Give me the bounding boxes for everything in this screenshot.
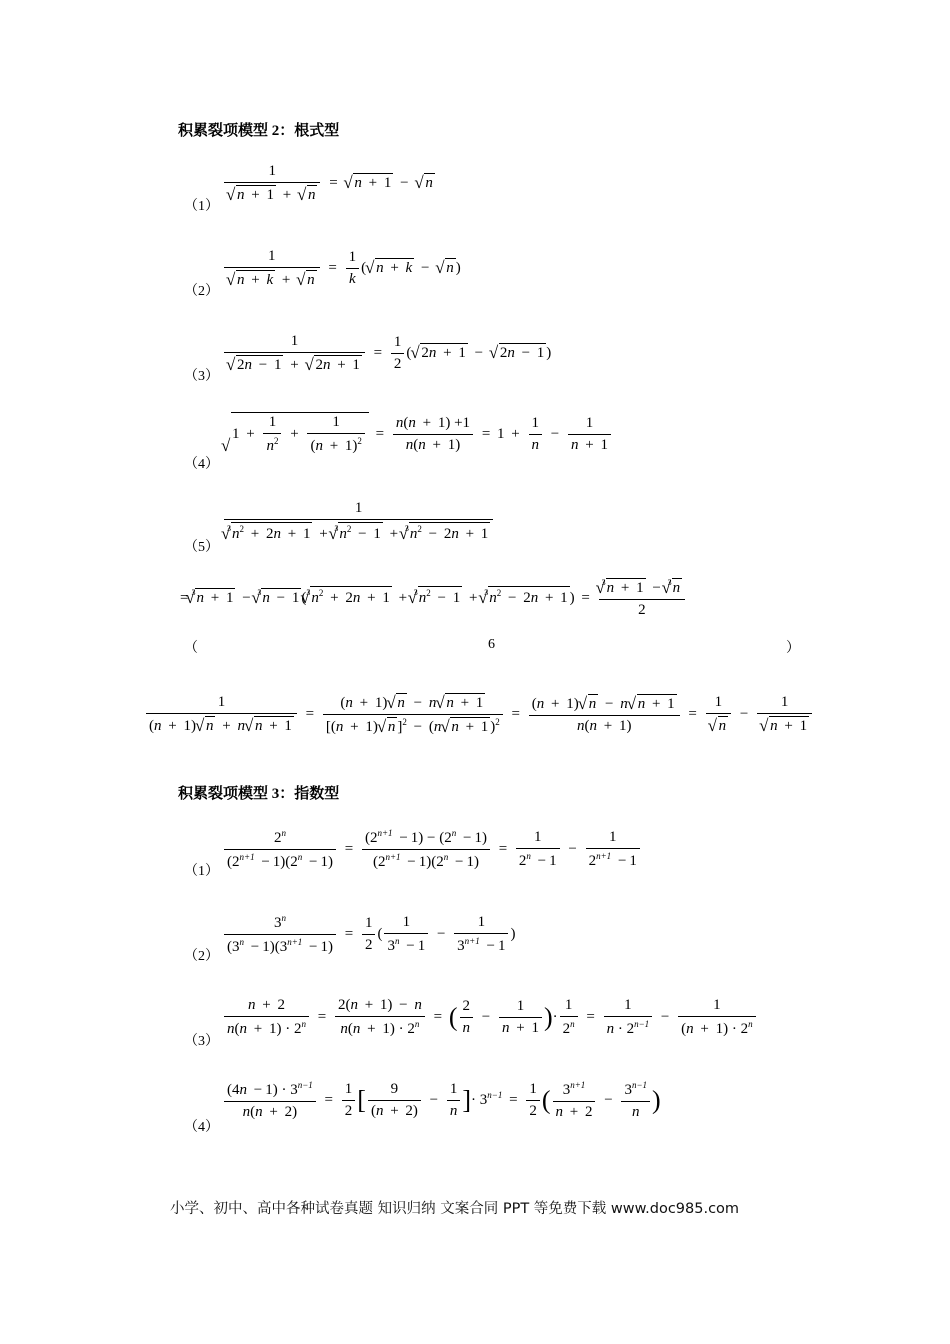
item-label-6-close: ） bbox=[786, 641, 800, 656]
item-label-exp-1: （1） bbox=[184, 864, 219, 879]
footer-promo-text: 小学、初中、高中各种试卷真题 知识归纳 文案合同 PPT 等免费下载 www.doc985.com bbox=[170, 1201, 740, 1217]
item-label-4: （4） bbox=[184, 457, 219, 472]
item-label-3: （3） bbox=[184, 369, 219, 384]
formula-exp-1: $\frac{2^n}{(2^{n+1} - 1)(2^n - 1)}$ = $\frac{(2^{n+1} - 1) - (2^n - 1)}{(2^{n+1} - 1)(2^n - 1)}$ = $\frac{1}{2^n - 1}$ − $\frac{1}{2^{n+1} - 1}$ bbox=[222, 828, 642, 871]
item-label-5: （5） bbox=[184, 540, 219, 555]
item-label-exp-3: （3） bbox=[184, 1034, 219, 1049]
section-heading-radical: 积累裂项模型 2：根式型 bbox=[178, 123, 340, 139]
item-label-exp-4: （4） bbox=[184, 1120, 219, 1135]
section-heading-exponential: 积累裂项模型 3：指数型 bbox=[178, 786, 340, 802]
formula-exp-4: $\frac{(4n - 1) \cdot 3^{n-1}}{n(n + 2)}$ = $\frac{1}{2}$ [ $\frac{9}{(n + 2)}$ − $\frac{1}{n}$ ]· $3^{n-1}$ = $\frac{1}{2}$ ( $\frac{3^{n+1}}{n + 2}$ − $\frac{3^{n-1}}{n}$ ) bbox=[222, 1080, 661, 1121]
formula-radical-5-lhs: $\frac{1}{^3√ n^2 + 2n + 1 + ^3√ n^2 - 1 + ^3√ n^2 - 2n + 1}$ bbox=[222, 500, 495, 543]
formula-radical-5-rhs: = $^3$√ n + 1 − $^3$√ n − 1 ($^3$√ $n^2 + 2n + 1 + ^3√$ $n^2 - 1 + ^3√$ $n^2 - 2n + 1$ ) = $\frac{^3√ n + 1 - ^3√ n}{2}$ bbox=[177, 578, 687, 619]
item-label-1: （1） bbox=[184, 199, 219, 214]
formula-exp-3: $\frac{n + 2}{n(n + 1) \cdot 2^n}$ = $\frac{2(n + 1) - n}{n(n + 1) \cdot 2^n}$ = ( $\frac{2}{n}$ − $\frac{1}{n + 1}$ )· $\frac{1}{2^n}$ = $\frac{1}{n \cdot 2^{n-1}}$ − $\frac{1}{(n + 1) \cdot 2^n}$ bbox=[222, 997, 758, 1038]
formula-radical-1: 1 √ n + 1 + √ n = √ n + 1 − √ n bbox=[222, 163, 435, 204]
formula-exp-2: $\frac{3^n}{(3^n - 1)(3^{n+1} - 1)}$ = $\frac{1}{2}$ ( $\frac{1}{3^n - 1}$ − $\frac{1}{3^{n+1} - 1}$ ) bbox=[222, 913, 515, 956]
formula-radical-4: √ 1 + $\frac{1}{n^2}$ + $\frac{1}{(n + 1)^2}$ = $\frac{n(n + 1) +1}{n(n + 1)}$ = 1 + $\frac{1}{n}$ − $\frac{1}{n + 1}$ bbox=[222, 412, 613, 455]
formula-radical-2: 1 √ n + k + √ n = $\frac{1}{k}$ (√ n + k − √ n ) bbox=[222, 248, 461, 289]
formula-radical-3: 1 √ 2n − 1 + √ 2n + 1 = $\frac{1}{2}$ (√ 2n + 1 − √ 2n − 1 ) bbox=[222, 333, 551, 374]
item-label-exp-2: （2） bbox=[184, 949, 219, 964]
item-label-2: （2） bbox=[184, 284, 219, 299]
item-label-6-open: （ bbox=[184, 641, 198, 656]
formula-radical-6: $\frac{1}{(n + 1)√ n + n√ n + 1}$ = $\frac{(n + 1)√ n - n√ n + 1}{[(n + 1)√ n ]^2 - (n√ n + 1 )^2}$ = $\frac{(n + 1)√ n - n√ n + 1}{n(n + 1)}$ = 1 √ n − 1 √ n + 1 bbox=[144, 693, 814, 736]
item-label-6-number: 6 bbox=[488, 637, 495, 652]
